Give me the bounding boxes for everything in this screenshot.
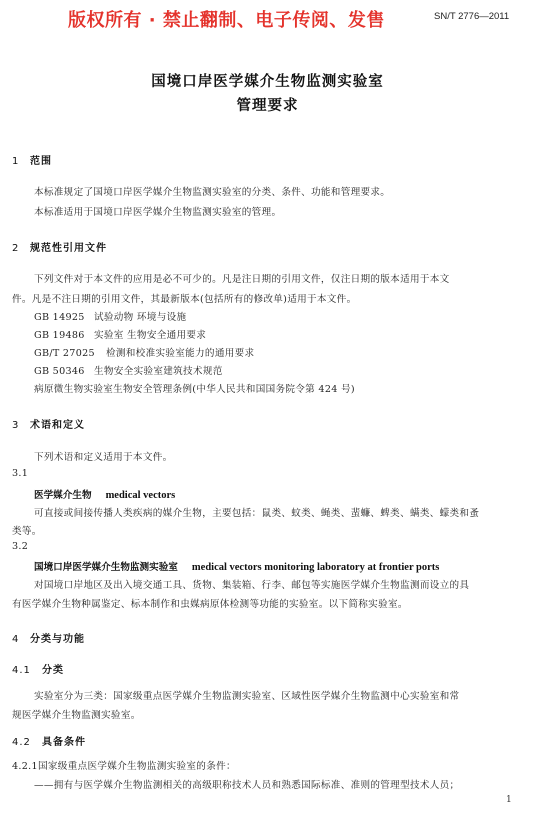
standard-number: SN/T 2776—2011 xyxy=(434,11,510,22)
section-number: 2 xyxy=(12,243,20,254)
reference-item xyxy=(34,309,186,323)
section-number: 4.2 xyxy=(12,737,31,748)
document-subtitle: 管理要求 xyxy=(236,98,299,114)
section-title: 术语和定义 xyxy=(30,420,85,431)
term-definition: 可直接或间接传播人类疾病的媒介生物，主要包括：鼠类、蚊类、蝇类、蜚蠊、蜱类、螨类、蠓类和蚤 xyxy=(34,508,480,519)
section-number: 4.2.1 xyxy=(12,761,38,772)
paragraph: 实验室分为三类：国家级重点医学媒介生物监测实验室、区域性医学媒介生物监测中心实验室和常 xyxy=(34,691,460,702)
page-number: 1 xyxy=(506,795,512,805)
term-number: 3.2 xyxy=(12,541,29,552)
section-number: 3 xyxy=(12,420,20,431)
term-definition: 类等。 xyxy=(12,526,42,537)
reference-code: GB 50346 xyxy=(34,366,85,377)
term-number: 3.1 xyxy=(12,468,29,479)
paragraph: 规医学媒介生物监测实验室。 xyxy=(12,710,141,721)
section-number: 4 xyxy=(12,634,20,645)
section-title: 具备条件 xyxy=(42,737,86,748)
reference-item xyxy=(34,363,223,377)
section-1-heading xyxy=(12,152,52,167)
reference-title: 生物安全实验室建筑技术规范 xyxy=(94,366,223,377)
reference-item xyxy=(34,327,206,341)
paragraph: 国家级重点医学媒介生物监测实验室的条件： xyxy=(38,761,236,772)
reference-title: 检测和校准实验室能力的通用要求 xyxy=(106,348,255,359)
paragraph: 本标准适用于国境口岸医学媒介生物监测实验室的管理。 xyxy=(34,207,282,218)
reference-code: GB 19486 xyxy=(34,330,85,341)
term-en: medical vectors monitoring laboratory at frontier ports xyxy=(191,562,440,573)
reference-title: 实验室 生物安全通用要求 xyxy=(94,330,207,341)
section-title: 分类 xyxy=(42,665,64,676)
paragraph: 本标准规定了国境口岸医学媒介生物监测实验室的分类、条件、功能和管理要求。 xyxy=(34,187,391,198)
term-en: medical vectors xyxy=(105,490,176,501)
reference-code: GB/T 27025 xyxy=(34,348,95,359)
term-entry xyxy=(34,559,439,573)
subsection-4-2-1 xyxy=(12,758,236,772)
subsection-4-1-heading xyxy=(12,661,64,676)
term-definition: 对国境口岸地区及出入境交通工具、货物、集装箱、行李、邮包等实施医学媒介生物监测而设立的具 xyxy=(34,580,470,591)
reference-item: 病原微生物实验室生物安全管理条例(中华人民共和国国务院令第 424 号) xyxy=(34,384,355,395)
term-definition: 有医学媒介生物种属鉴定、标本制作和虫媒病原体检测等功能的实验室。以下简称实验室。 xyxy=(12,599,408,610)
section-title: 规范性引用文件 xyxy=(30,243,107,254)
term-entry xyxy=(34,487,175,501)
reference-code: GB 14925 xyxy=(34,312,85,323)
section-3-heading xyxy=(12,416,85,431)
reference-title: 试验动物 环境与设施 xyxy=(94,312,187,323)
section-2-heading xyxy=(12,239,107,254)
paragraph: 下列术语和定义适用于本文件。 xyxy=(34,452,173,463)
term-zh: 医学媒介生物 xyxy=(34,490,92,501)
section-title: 范围 xyxy=(30,156,52,167)
section-title: 分类与功能 xyxy=(30,634,85,645)
document-title: 国境口岸医学媒介生物监测实验室 xyxy=(151,74,384,90)
term-zh: 国境口岸医学媒介生物监测实验室 xyxy=(34,562,178,573)
section-number: 4.1 xyxy=(12,665,31,676)
bullet-item: ——拥有与医学媒介生物监测相关的高级职称技术人员和熟悉国际标准、准则的管理型技术人员； xyxy=(34,780,460,791)
paragraph: 下列文件对于本文件的应用是必不可少的。凡是注日期的引用文件，仅注日期的版本适用于本文 xyxy=(34,274,450,285)
paragraph: 件。凡是不注日期的引用文件，其最新版本(包括所有的修改单)适用于本文件。 xyxy=(12,294,357,305)
section-number: 1 xyxy=(12,156,20,167)
reference-item xyxy=(34,345,254,359)
section-4-heading xyxy=(12,630,85,645)
copyright-banner: 版权所有 · 禁止翻制、电子传阅、发售 xyxy=(68,10,385,31)
subsection-4-2-heading xyxy=(12,733,86,748)
